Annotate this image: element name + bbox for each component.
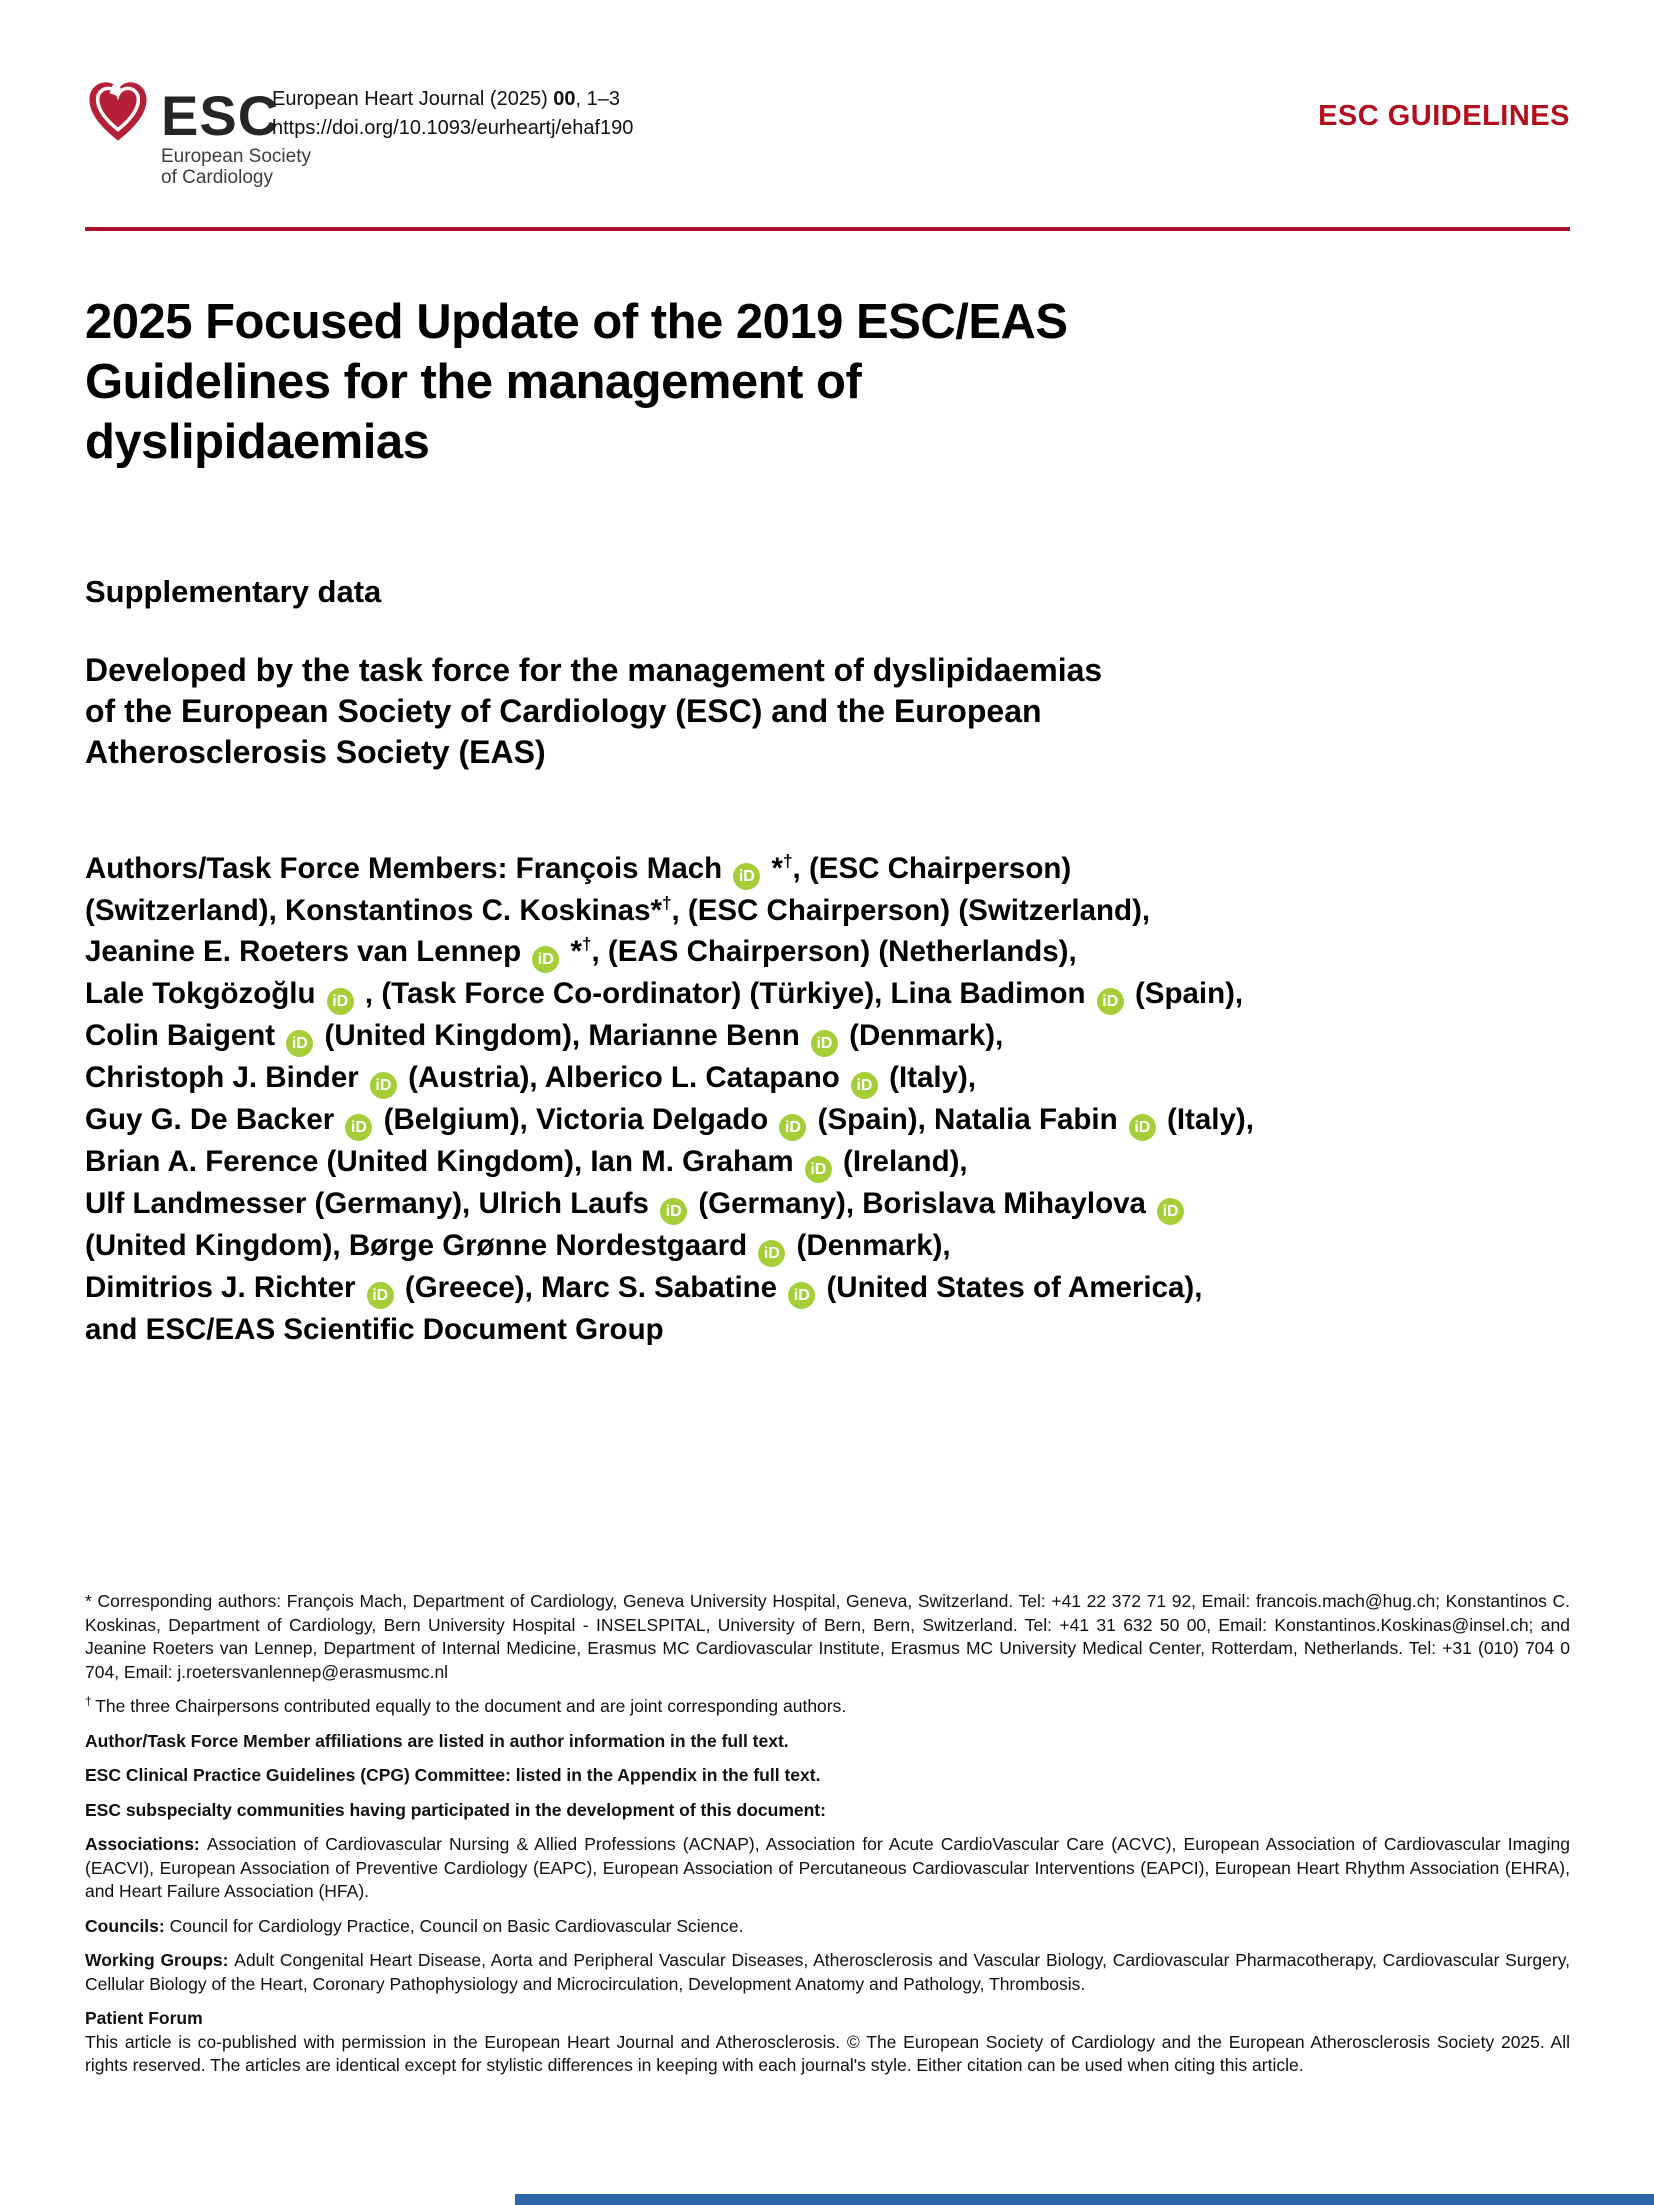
orcid-icon[interactable]: iD bbox=[811, 1030, 838, 1057]
text-line: Atherosclerosis Society (EAS) bbox=[85, 734, 546, 770]
author-line: Jeanine E. Roeters van Lennep iD *†, (EAS Chairperson) (Netherlands), bbox=[85, 931, 1575, 973]
orcid-icon[interactable]: iD bbox=[733, 863, 760, 890]
author-line: Guy G. De Backer iD (Belgium), Victoria Delgado iD (Spain), Natalia Fabin iD (Italy), bbox=[85, 1099, 1575, 1141]
superscript-marker: † bbox=[85, 1694, 96, 1709]
footnotes-block bbox=[85, 1590, 1570, 2089]
orcid-icon[interactable]: iD bbox=[1129, 1114, 1156, 1141]
esc-guidelines-banner: ESC GUIDELINES bbox=[1318, 100, 1570, 132]
author-line: Colin Baigent iD (United Kingdom), Marianne Benn iD (Denmark), bbox=[85, 1015, 1575, 1057]
footnote-paragraph bbox=[85, 1799, 1570, 1823]
bold-text: ESC Clinical Practice Guidelines (CPG) Committee: listed in the Appendix in the full text. bbox=[85, 1765, 821, 1785]
author-line: Brian A. Ference (United Kingdom), Ian M. Graham iD (Ireland), bbox=[85, 1141, 1575, 1183]
footnote-paragraph: Associations: Association of Cardiovascular Nursing & Allied Professions (ACNAP), Association for Acute CardioVascular Care (ACVC), European Association of Cardiovascular Imaging (EACVI), European Association of Preventive Cardiology (EAPC), European Association of Percutaneous Cardiovascular Interventions (EAPCI), European Heart Rhythm Association (EHRA), and Heart Failure Association (HFA). bbox=[85, 1834, 1570, 1901]
orcid-icon[interactable]: iD bbox=[532, 946, 559, 973]
developed-by-heading bbox=[85, 650, 1505, 773]
orcid-icon[interactable]: iD bbox=[327, 988, 354, 1015]
superscript-marker: † bbox=[783, 852, 793, 872]
superscript-marker: † bbox=[661, 894, 672, 914]
author-line: Authors/Task Force Members: François Mach iD *†, (ESC Chairperson) bbox=[85, 848, 1575, 890]
journal-citation-line bbox=[272, 88, 633, 111]
bold-text: Patient Forum bbox=[85, 2008, 203, 2028]
text-line: dyslipidaemias bbox=[85, 415, 430, 469]
superscript-marker: † bbox=[581, 935, 592, 955]
orcid-icon[interactable]: iD bbox=[367, 1282, 394, 1309]
authors-block bbox=[85, 848, 1575, 1350]
footnote-paragraph bbox=[85, 2007, 1570, 2031]
esc-logo-society-line1: European Society bbox=[161, 146, 311, 167]
footnote-paragraph: This article is co-published with permission in the European Heart Journal and Atherosclerosis. © The European Society of Cardiology and the European Atherosclerosis Society 2025. All rights reserved. The articles are identical except for stylistic differences in keeping with each journal's style. Either citation can be used when citing this article. bbox=[85, 2031, 1570, 2075]
esc-logo-society-line2: of Cardiology bbox=[161, 167, 273, 188]
header-divider-rule bbox=[85, 227, 1570, 231]
bold-text: Author/Task Force Member affiliations are listed in author information in the full text. bbox=[85, 1730, 789, 1751]
journal-volume: 00 bbox=[553, 88, 576, 110]
footnote-paragraph: Councils: Council for Cardiology Practice, Council on Basic Cardiovascular Science. bbox=[85, 1915, 744, 1936]
bold-text: Councils: bbox=[85, 1915, 170, 1936]
orcid-icon[interactable]: iD bbox=[1097, 988, 1124, 1015]
author-line: (Switzerland), Konstantinos C. Koskinas*†, (ESC Chairperson) (Switzerland), bbox=[85, 894, 1151, 927]
orcid-icon[interactable]: iD bbox=[779, 1114, 806, 1141]
subtitle-supplementary-data: Supplementary data bbox=[85, 574, 382, 609]
author-line: Lale Tokgözoğlu iD , (Task Force Co-ordinator) (Türkiye), Lina Badimon iD (Spain), bbox=[85, 973, 1575, 1015]
footnote-paragraph bbox=[85, 1764, 1570, 1788]
journal-pages: , 1–3 bbox=[575, 88, 621, 110]
bold-text: Working Groups: bbox=[85, 1950, 235, 1970]
text-line: 2025 Focused Update of the 2019 ESC/EAS bbox=[85, 295, 1068, 349]
next-page-table-edge bbox=[515, 2194, 1654, 2205]
orcid-icon[interactable]: iD bbox=[788, 1282, 815, 1309]
author-line: (United Kingdom), Børge Grønne Nordestgaard iD (Denmark), bbox=[85, 1225, 1575, 1267]
doi-link[interactable]: https://doi.org/10.1093/eurheartj/ehaf190 bbox=[272, 117, 634, 139]
author-line: and ESC/EAS Scientific Document Group bbox=[85, 1313, 664, 1346]
text-line: Developed by the task force for the management of dyslipidaemias bbox=[85, 652, 1103, 688]
orcid-icon[interactable]: iD bbox=[660, 1198, 687, 1225]
orcid-icon[interactable]: iD bbox=[1157, 1198, 1184, 1225]
orcid-icon[interactable]: iD bbox=[370, 1072, 397, 1099]
bold-text: Associations: bbox=[85, 1834, 207, 1854]
text-line: Guidelines for the management of bbox=[85, 355, 862, 409]
bold-text: ESC subspecialty communities having participated in the development of this document: bbox=[85, 1799, 826, 1820]
author-line: Dimitrios J. Richter iD (Greece), Marc S. Sabatine iD (United States of America), bbox=[85, 1267, 1575, 1309]
journal-citation bbox=[272, 88, 633, 140]
author-line: Christoph J. Binder iD (Austria), Alberico L. Catapano iD (Italy), bbox=[85, 1057, 1575, 1099]
journal-name: European Heart Journal (2025) bbox=[272, 88, 554, 110]
footnote-paragraph bbox=[85, 1730, 1570, 1754]
text-line: of the European Society of Cardiology (ESC) and the European bbox=[85, 693, 1042, 729]
esc-logo-wordmark: ESC bbox=[161, 84, 280, 147]
footnote-paragraph: * Corresponding authors: François Mach, Department of Cardiology, Geneva University Hospital, Geneva, Switzerland. Tel: +41 22 372 71 92, Email: francois.mach@hug.ch; Konstantinos C. Koskinas, Department of Cardiology, Bern University Hospital - INSELSPITAL, University of Bern, Bern, Switzerland. Tel: +41 31 632 50 00, Email: Konstantinos.Koskinas@insel.ch; and Jeanine Roeters van Lennep, Department of Internal Medicine, Erasmus MC Cardiovascular Institute, Erasmus MC University Medical Center, Rotterdam, Netherlands. Tel: +31 (010) 704 0 704, Email: j.roetersvanlennep@erasmusmc.nl bbox=[85, 1591, 1570, 1682]
footnote-paragraph: † The three Chairpersons contributed equally to the document and are joint corresponding authors. bbox=[85, 1694, 847, 1716]
orcid-icon[interactable]: iD bbox=[805, 1156, 832, 1183]
author-line: Ulf Landmesser (Germany), Ulrich Laufs iD (Germany), Borislava Mihaylova iD bbox=[85, 1183, 1575, 1225]
orcid-icon[interactable]: iD bbox=[345, 1114, 372, 1141]
footnote-paragraph: Working Groups: Adult Congenital Heart Disease, Aorta and Peripheral Vascular Diseases, Atherosclerosis and Vascular Biology, Cardiovascular Pharmacotherapy, Cardiovascular Surgery, Cellular Biology of the Heart, Coronary Pathophysiology and Microcirculation, Development Anatomy and Pathology, Thrombosis. bbox=[85, 1950, 1571, 1994]
orcid-icon[interactable]: iD bbox=[851, 1072, 878, 1099]
orcid-icon[interactable]: iD bbox=[286, 1030, 313, 1057]
page-title bbox=[85, 292, 1335, 472]
esc-heart-icon bbox=[85, 76, 151, 148]
orcid-icon[interactable]: iD bbox=[758, 1240, 785, 1267]
